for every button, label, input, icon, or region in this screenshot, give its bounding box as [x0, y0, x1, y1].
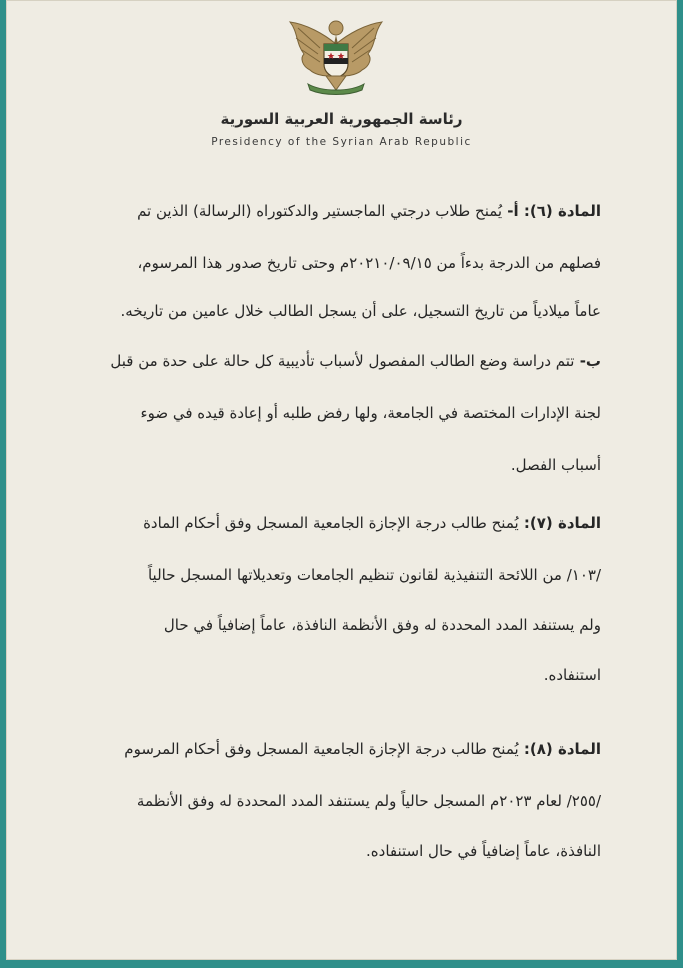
document-page — [6, 0, 677, 960]
presidency-arabic-title: رئاسة الجمهورية العربية السورية — [220, 110, 463, 128]
text-line: المادة (٦): أ- يُمنح طلاب درجتي الماجستير والدكتوراه (الرسالة) الذين تم — [137, 202, 601, 220]
text-line: عاماً ميلادياً من تاريخ التسجيل، على أن يسجل الطالب خلال عامين من تاريخه. — [120, 302, 601, 320]
article-heading: المادة (٨): — [518, 740, 601, 758]
text-line: المادة (٧): يُمنح طالب درجة الإجازة الجامعية المسجل وفق أحكام المادة — [143, 514, 601, 532]
syrian-eagle-emblem-icon — [284, 14, 388, 98]
text-line: /٢٥٥/ لعام ٢٠٢٣م المسجل حالياً ولم يستنفد المدد المحددة له وفق الأنظمة — [136, 792, 601, 810]
text-line: المادة (٨): يُمنح طالب درجة الإجازة الجامعية المسجل وفق أحكام المرسوم — [124, 740, 601, 758]
article-heading: المادة (٧): — [518, 514, 601, 532]
text-line: أسباب الفصل. — [510, 456, 601, 474]
presidency-english-title: Presidency of the Syrian Arab Republic — [211, 136, 472, 148]
text-line: /١٠٣/ من اللائحة التنفيذية لقانون تنظيم الجامعات وتعديلاتها المسجل حالياً — [147, 566, 601, 584]
text-line: فصلهم من الدرجة بدءاً من ٢٠٢١٠/٠٩/١٥م وحتى تاريخ صدور هذا المرسوم، — [137, 254, 601, 272]
text-line: ب- تتم دراسة وضع الطالب المفصول لأسباب تأديبية كل حالة على حدة من قبل — [110, 352, 601, 370]
text-line: النافذة، عاماً إضافياً في حال استنفاده. — [366, 842, 601, 860]
article-heading: المادة (٦): أ- — [502, 202, 601, 220]
text-line: لجنة الإدارات المختصة في الجامعة، ولها رفض طلبه أو إعادة قيده في ضوء — [140, 404, 601, 422]
text-line: استنفاده. — [543, 666, 601, 684]
clause-marker: ب- — [574, 352, 601, 370]
text-line: ولم يستنفد المدد المحددة له وفق الأنظمة النافذة، عاماً إضافياً في حال — [163, 616, 601, 634]
